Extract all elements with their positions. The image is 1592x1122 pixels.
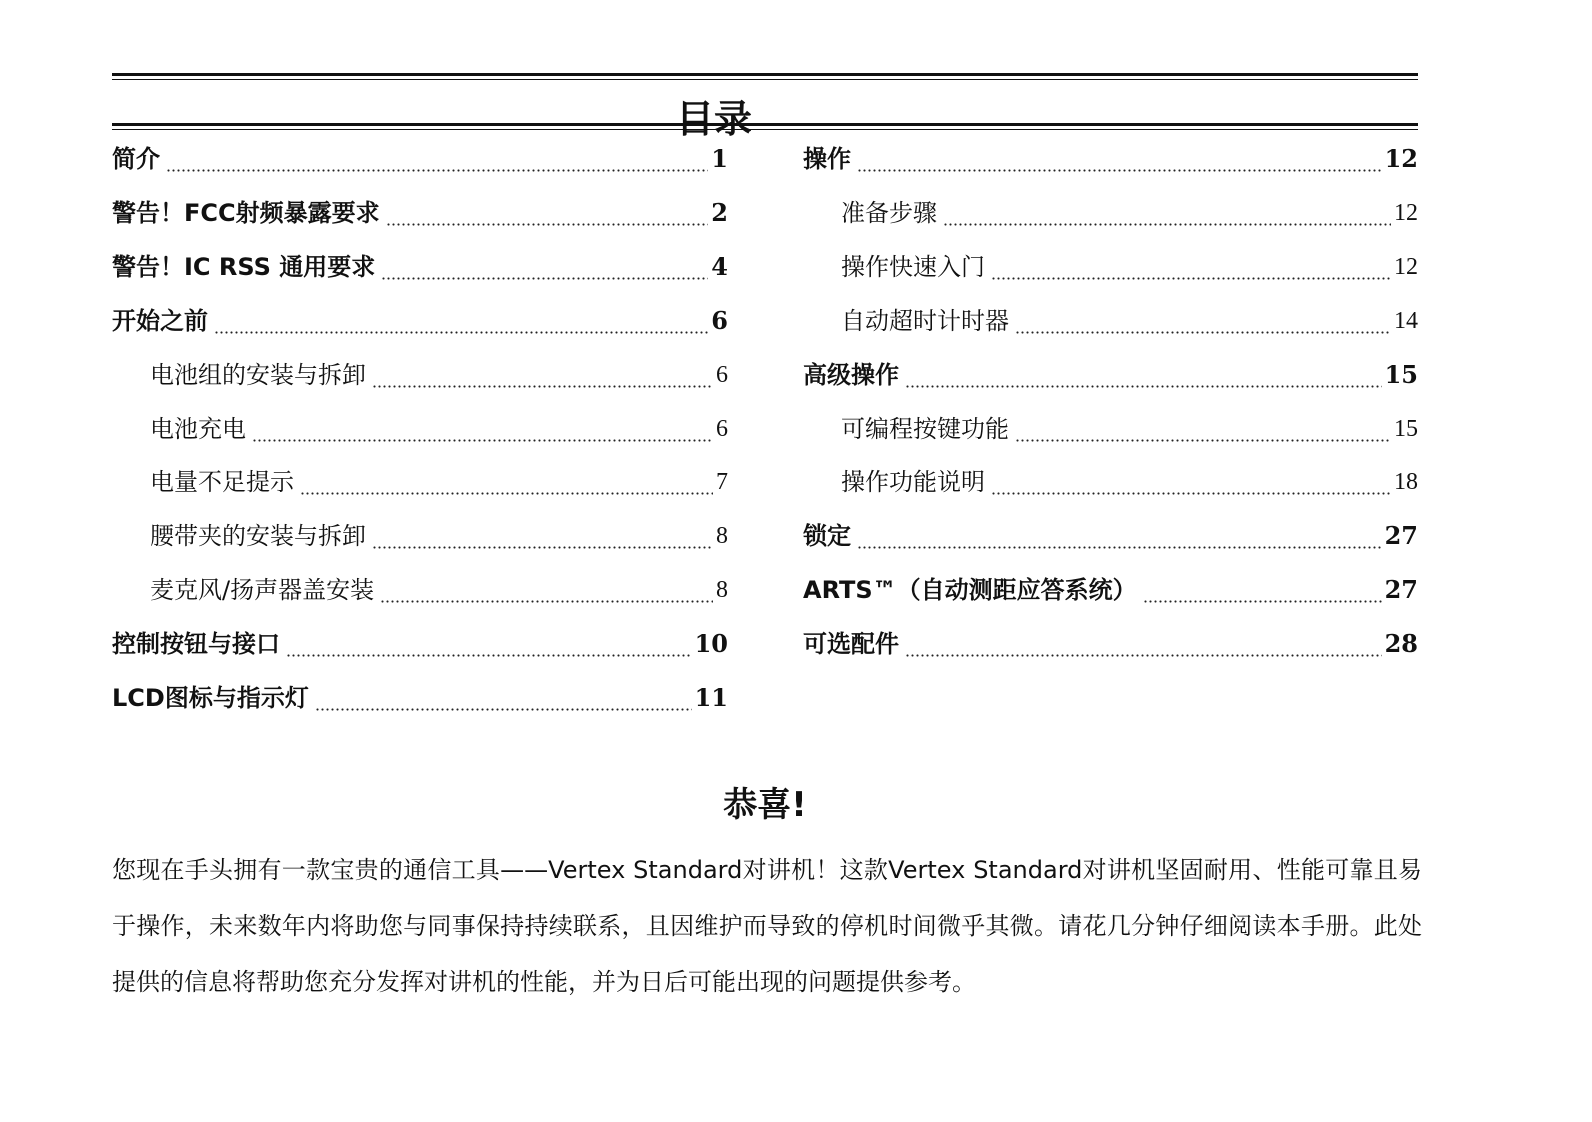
toc-leader-dots xyxy=(386,198,709,228)
toc-entry-page: 2 xyxy=(711,198,728,227)
toc-entry[interactable] xyxy=(112,296,728,336)
toc-entry-page: 10 xyxy=(694,629,728,658)
toc-leader-dots xyxy=(857,521,1382,551)
toc-entry[interactable] xyxy=(112,242,728,282)
toc-leader-dots xyxy=(315,683,692,713)
toc-leader-dots xyxy=(252,414,713,444)
toc-entry-page: 18 xyxy=(1394,469,1418,495)
toc-entry-page: 28 xyxy=(1384,629,1418,658)
toc-entry-page: 6 xyxy=(716,362,728,388)
title-rule xyxy=(112,123,1418,126)
toc-entry-label: 操作功能说明 xyxy=(841,468,985,496)
toc-leader-dots xyxy=(943,198,1391,228)
toc-leader-dots xyxy=(1015,306,1391,336)
toc-entry-page: 4 xyxy=(711,252,728,281)
toc-entry[interactable] xyxy=(841,296,1418,336)
toc-entry-page: 8 xyxy=(716,577,728,603)
toc-entry[interactable] xyxy=(150,350,728,390)
toc-entry-label: 电池组的安装与拆卸 xyxy=(150,361,366,389)
toc-entry-page: 6 xyxy=(716,416,728,442)
toc-entry-label: LCD图标与指示灯 xyxy=(112,684,309,712)
congratulations-heading: 恭喜! xyxy=(723,785,807,825)
toc-leader-dots xyxy=(991,252,1391,282)
toc-entry-label: 可编程按键功能 xyxy=(841,415,1009,443)
toc-leader-dots xyxy=(214,306,708,336)
toc-entry[interactable] xyxy=(112,673,728,713)
toc-entry-label: 操作 xyxy=(803,145,851,173)
toc-entry-label: 开始之前 xyxy=(112,307,208,335)
toc-entry-page: 6 xyxy=(711,306,728,335)
toc-entry[interactable] xyxy=(150,565,728,605)
toc-entry-label: 警告！IC RSS 通用要求 xyxy=(112,253,376,281)
toc-entry-page: 1 xyxy=(711,144,728,173)
toc-entry-page: 12 xyxy=(1394,200,1418,226)
toc-leader-dots xyxy=(381,252,708,282)
toc-leader-dots xyxy=(1143,575,1382,605)
toc-entry-label: 操作快速入门 xyxy=(841,253,985,281)
toc-leader-dots xyxy=(857,144,1382,174)
toc-entry-page: 12 xyxy=(1394,254,1418,280)
toc-entry-page: 8 xyxy=(716,523,728,549)
toc-entry-page: 15 xyxy=(1384,360,1418,389)
toc-entry-label: 麦克风/扬声器盖安装 xyxy=(150,576,375,604)
toc-entry-label: 电量不足提示 xyxy=(150,468,294,496)
toc-entry[interactable] xyxy=(803,511,1418,551)
toc-entry[interactable] xyxy=(841,188,1418,228)
toc-entry-label: 腰带夹的安装与拆卸 xyxy=(150,522,366,550)
toc-entry-page: 7 xyxy=(716,469,728,495)
toc-entry[interactable] xyxy=(803,619,1418,659)
toc-leader-dots xyxy=(905,360,1382,390)
toc-entry-label: 可选配件 xyxy=(803,630,899,658)
toc-entry-label: 自动超时计时器 xyxy=(841,307,1009,335)
toc-entry-page: 27 xyxy=(1384,575,1418,604)
toc-entry[interactable] xyxy=(150,457,728,497)
toc-entry[interactable] xyxy=(112,188,728,228)
toc-entry[interactable] xyxy=(112,134,728,174)
toc-entry[interactable] xyxy=(150,511,728,551)
toc-entry[interactable] xyxy=(150,404,728,444)
toc-entry[interactable] xyxy=(112,619,728,659)
toc-leader-dots xyxy=(905,629,1382,659)
toc-entry[interactable] xyxy=(841,242,1418,282)
toc-entry-label: 控制按钮与接口 xyxy=(112,630,280,658)
toc-title: 目录 xyxy=(675,97,752,141)
top-rule-thin xyxy=(112,79,1418,80)
toc-entry-page: 15 xyxy=(1394,416,1418,442)
toc-entry-label: 简介 xyxy=(112,145,160,173)
top-rule xyxy=(112,73,1418,76)
toc-entry[interactable] xyxy=(803,350,1418,390)
toc-leader-dots xyxy=(166,144,708,174)
toc-entry-page: 27 xyxy=(1384,521,1418,550)
toc-entry-label: 警告！FCC射频暴露要求 xyxy=(112,199,380,227)
toc-entry-label: 准备步骤 xyxy=(841,199,937,227)
toc-entry-page: 12 xyxy=(1384,144,1418,173)
toc-leader-dots xyxy=(1015,414,1391,444)
toc-entry-label: 高级操作 xyxy=(803,361,899,389)
toc-leader-dots xyxy=(380,575,713,605)
toc-leader-dots xyxy=(286,629,692,659)
toc-entry[interactable] xyxy=(803,134,1418,174)
toc-entry-label: 电池充电 xyxy=(150,415,246,443)
title-rule-thin xyxy=(112,129,1418,130)
toc-leader-dots xyxy=(372,521,713,551)
toc-entry-page: 11 xyxy=(694,683,728,712)
toc-entry-label: 锁定 xyxy=(803,522,851,550)
toc-entry[interactable] xyxy=(841,404,1418,444)
toc-leader-dots xyxy=(300,467,713,497)
toc-leader-dots xyxy=(991,467,1391,497)
toc-entry-label: ARTS™（自动测距应答系统） xyxy=(803,576,1137,604)
toc-entry-page: 14 xyxy=(1394,308,1418,334)
toc-leader-dots xyxy=(372,360,713,390)
toc-entry[interactable] xyxy=(841,457,1418,497)
toc-entry[interactable] xyxy=(803,565,1418,605)
congratulations-body: 您现在手头拥有一款宝贵的通信工具——Vertex Standard对讲机！这款Vertex Standard对讲机坚固耐用、性能可靠且易于操作，未来数年内将助您与同事保持持续联系，且因维护而导致的停机时间微乎其微。请花几分钟仔细阅读本手册。此处提供的信息将帮助您充分发挥对讲机的性能，并为日后可能出现的问题提供参考。 xyxy=(112,856,1422,996)
